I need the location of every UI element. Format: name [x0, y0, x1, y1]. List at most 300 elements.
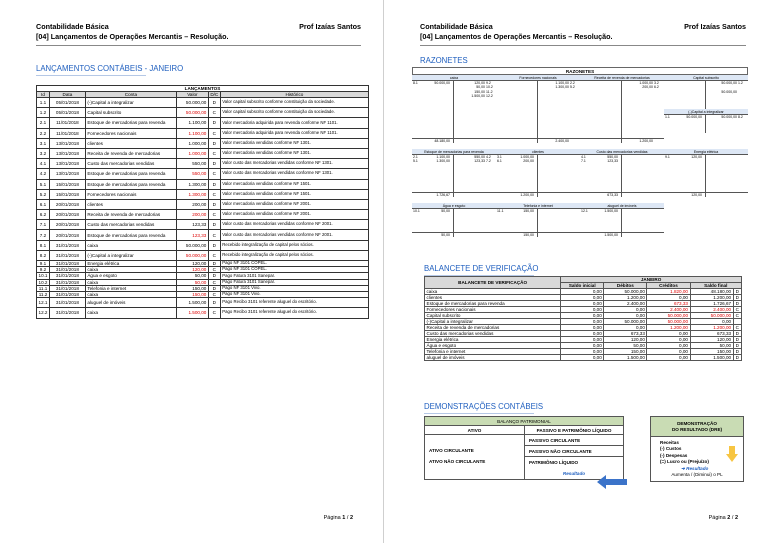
cell-id: 10.1: [37, 273, 50, 279]
credit-value: 1.300,00: [555, 85, 569, 90]
table-row: [37, 250, 369, 260]
cell-value: 120,00: [176, 267, 208, 273]
cell-debit: 0,00: [604, 325, 647, 331]
cell-date: 31/01/2018: [49, 240, 85, 250]
credit-ref: 9.2: [486, 81, 491, 85]
ativo-header: ATIVO: [425, 426, 524, 435]
balanco-patrimonial: [424, 416, 624, 480]
credit-ref: 1.2: [738, 81, 743, 85]
cell-history: Valor custo das mercadorias vendidas conforme NF 2001.: [220, 220, 368, 230]
t-body: [580, 209, 664, 237]
cell-account: (-)Capital a integralizar: [85, 98, 176, 108]
cell-id: 9.2: [37, 267, 50, 273]
cell-value: 1.300,00: [176, 179, 208, 189]
balancete-caption: BALANCETE DE VERIFICAÇÃO: [425, 277, 561, 289]
cell-initial: 0,00: [561, 325, 604, 331]
debit-value: 50.000,00: [686, 115, 702, 119]
cell-account: (-)Capital a integralizar: [85, 250, 176, 260]
cell-initial: 0,00: [561, 331, 604, 337]
cell-value: 50,00: [176, 279, 208, 285]
cell-dc: D: [208, 138, 220, 148]
credit-value: 150,00: [474, 89, 485, 94]
t-body: [412, 209, 496, 237]
cell-dc: C: [208, 308, 220, 318]
cell-history: Valor capital subscrito conforme constituição da sociedade.: [220, 108, 368, 118]
cell-credit: 50.000,00: [647, 319, 690, 325]
cell-debit: 0,00: [604, 307, 647, 313]
cell-id: 10.2: [37, 279, 50, 285]
page-footer: Página 1 / 2: [323, 515, 353, 521]
cell-dc: C: [208, 128, 220, 138]
table-row: [37, 148, 369, 158]
dre-receitas: Receitas: [660, 440, 679, 445]
t-row: [580, 159, 664, 163]
credit-ref: [737, 155, 745, 159]
t-account-name: Capital subscrito: [664, 75, 748, 81]
cell-account: Fornecedores nacionais: [85, 128, 176, 138]
spacer: [485, 193, 493, 197]
spacer: [653, 233, 661, 237]
cell-value: 1.000,00: [176, 148, 208, 158]
ativo-circulante: ATIVO CIRCULANTE: [429, 448, 474, 453]
t-row: [496, 159, 580, 163]
t-body: [496, 81, 580, 143]
cell-value: 50.000,00: [176, 250, 208, 260]
table-row: [37, 118, 369, 128]
arrow-left-icon: [597, 475, 627, 489]
cell-final: 0,00: [690, 319, 733, 325]
t-row: [664, 115, 748, 119]
credit-ref: 11.2: [486, 89, 493, 94]
cell-history: Pago NF 3101 Vivo.: [220, 285, 368, 291]
cell-value: 550,00: [176, 159, 208, 169]
cell-credit: 0,00: [647, 331, 690, 337]
t-account: [664, 75, 748, 143]
cell-id: 2.2: [37, 128, 50, 138]
ativo-nao-circulante: ATIVO NÃO CIRCULANTE: [429, 459, 486, 464]
column-header: Créditos: [647, 283, 690, 289]
credit-ref: [653, 159, 661, 163]
t-account-name: caixa: [412, 75, 496, 81]
arrow-down-icon: [726, 446, 738, 462]
page-footer: Página 2 / 2: [708, 515, 738, 521]
table-row: [37, 128, 369, 138]
debit-ref: [580, 85, 588, 89]
cell-value: 150,00: [176, 291, 208, 297]
cell-account: caixa: [425, 289, 561, 295]
credit-value: 50.000,00: [721, 115, 737, 119]
cell-final: 673,33: [690, 331, 733, 337]
cell-credit: 0,00: [647, 343, 690, 349]
t-account-name: (-)Capital a integralizar: [664, 109, 748, 115]
cell-account: Fornecedores nacionais: [425, 307, 561, 313]
debit-value: 1.300,00: [436, 159, 450, 164]
credit-value: 1.000,00: [639, 81, 653, 85]
cell-final: 1.200,00: [690, 295, 733, 301]
cell-account: Estoque de mercadorias para revenda: [425, 301, 561, 307]
t-total: [580, 192, 664, 197]
cell-id: 11.2: [37, 291, 50, 297]
cell-date: 13/01/2018: [49, 169, 85, 179]
cell-account: aluguel de imóveis: [85, 298, 176, 308]
total-credit: [537, 193, 569, 197]
cell-date: 31/01/2018: [49, 273, 85, 279]
cell-account: Custo das mercadorias vendidas: [425, 331, 561, 337]
cell-value: 50,00: [176, 273, 208, 279]
cell-value: 120,00: [176, 261, 208, 267]
credit-value: 1.100,00: [555, 81, 569, 85]
cell-final: 1.500,00: [690, 355, 733, 361]
spacer: [580, 233, 588, 237]
cell-dc: D: [208, 199, 220, 209]
column-header: Conta: [85, 92, 176, 98]
cell-initial: 0,00: [561, 289, 604, 295]
credit-value: [537, 209, 569, 213]
cell-date: 31/01/2018: [49, 250, 85, 260]
cell-history: Pago NF 3101 COPEL.: [220, 267, 368, 273]
cell-history: Valor mercadoria vendidas conforme NF 2001.: [220, 210, 368, 220]
cell-id: 8.2: [37, 250, 50, 260]
dre-title: DEMONSTRAÇÃO DO RESULTADO (DRE): [651, 417, 743, 437]
t-body: [664, 81, 748, 109]
cell-id: 8.1: [37, 240, 50, 250]
table-row: [37, 159, 369, 169]
credit-ref: 4.2: [486, 155, 491, 159]
cell-dc: D: [733, 331, 741, 337]
credit-value: [621, 209, 653, 213]
cell-account: Receita de revenda de mercadorias: [85, 148, 176, 158]
cell-account: Água e esgoto: [425, 343, 561, 349]
cell-final: 150,00: [690, 349, 733, 355]
t-account: [496, 75, 580, 143]
cell-account: clientes: [85, 199, 176, 209]
cell-debit: 50.000,00: [604, 319, 647, 325]
cell-date: 05/01/2018: [49, 108, 85, 118]
cell-history: Recebido integralização de capital pelos sócios.: [220, 250, 368, 260]
t-row: [580, 209, 664, 213]
spacer: [412, 139, 420, 143]
cell-account: caixa: [85, 291, 176, 297]
cell-account: Água e esgoto: [85, 273, 176, 279]
credit-ref: [569, 209, 577, 213]
cell-id: 7.2: [37, 230, 50, 240]
credit-ref: 8.2: [738, 115, 743, 119]
cell-final: 50.000,00: [690, 313, 733, 319]
total-debit: 1.726,67: [436, 193, 450, 197]
cell-history: Pago Recibo 3101 referente aluguel do escritório.: [220, 308, 368, 318]
cell-dc: D: [208, 285, 220, 291]
cell-date: 15/01/2018: [49, 179, 85, 189]
cell-dc: D: [208, 261, 220, 267]
cell-dc: D: [733, 301, 741, 307]
cell-account: caixa: [85, 240, 176, 250]
cell-dc: C: [208, 169, 220, 179]
cell-date: 31/01/2018: [49, 267, 85, 273]
cell-dc: C: [208, 189, 220, 199]
cell-value: 50.000,00: [176, 108, 208, 118]
t-account: [580, 75, 664, 143]
cell-dc: D: [733, 289, 741, 295]
cell-initial: 0,00: [561, 313, 604, 319]
cell-credit: 1.200,00: [647, 325, 690, 331]
cell-account: Estoque de mercadorias para revenda: [85, 169, 176, 179]
debit-value: 550,00: [607, 155, 618, 159]
cell-history: Valor mercadoria vendidas conforme NF 1501.: [220, 179, 368, 189]
cell-initial: 0,00: [561, 355, 604, 361]
credit-ref: [569, 159, 577, 163]
cell-value: 1.500,00: [176, 308, 208, 318]
credit-ref: 2.2: [570, 81, 575, 85]
spacer: [569, 233, 577, 237]
cell-id: 11.1: [37, 285, 50, 291]
cell-dc: D: [208, 118, 220, 128]
t-body: [664, 115, 748, 133]
cell-dc: D: [733, 343, 741, 349]
cell-debit: 150,00: [604, 349, 647, 355]
cell-account: Estoque de mercadorias para revenda: [85, 179, 176, 189]
cell-id: 5.2: [37, 189, 50, 199]
author: Prof Izaías Santos: [299, 22, 361, 31]
debit-ref: [412, 94, 420, 98]
total-debit: 673,33: [607, 193, 618, 197]
table-row: [37, 98, 369, 108]
cell-dc: D: [208, 98, 220, 108]
cell-date: 20/01/2018: [49, 220, 85, 230]
debit-value: 50,00: [441, 209, 450, 213]
spacer: [580, 193, 588, 197]
credit-value: [453, 209, 485, 213]
debit-ref: 4.1: [581, 155, 586, 159]
cell-account: caixa: [85, 279, 176, 285]
cell-account: Telefonia e internet: [425, 349, 561, 355]
cell-dc: C: [733, 307, 741, 313]
cell-history: Valor mercadoria adquirida para revenda conforme NF 1101.: [220, 128, 368, 138]
cell-dc: D: [208, 159, 220, 169]
t-row: [412, 159, 496, 163]
column-header: Valor: [176, 92, 208, 98]
t-body: [412, 81, 496, 143]
table-row: [37, 179, 369, 189]
t-row: [412, 94, 496, 98]
debit-value: [672, 90, 702, 94]
cell-credit: 0,00: [647, 355, 690, 361]
passivo-circulante: PASSIVO CIRCULANTE: [525, 435, 623, 446]
total-credit: [453, 233, 485, 237]
cell-id: 3.2: [37, 148, 50, 158]
cell-value: 550,00: [176, 169, 208, 179]
cell-account: (-)Capital a integralizar: [425, 319, 561, 325]
cell-dc: C: [733, 313, 741, 319]
cell-account: Fornecedores nacionais: [85, 189, 176, 199]
dre-despesas: (-) Despesas: [660, 452, 688, 458]
cell-history: Recebido integralização de capital pelos sócios.: [220, 240, 368, 250]
t-body: [580, 81, 664, 143]
debit-value: [504, 85, 534, 89]
table-row: [37, 230, 369, 240]
cell-date: 05/01/2018: [49, 98, 85, 108]
page-header: [36, 22, 361, 46]
credit-value: 550,00: [474, 155, 485, 159]
total-debit: 120,00: [691, 193, 702, 197]
spacer: [412, 193, 420, 197]
column-header: Débitos: [604, 283, 647, 289]
total-debit: 1.200,00: [520, 193, 534, 197]
razonetes-caption: RAZONETES: [412, 67, 748, 75]
spacer: [496, 233, 504, 237]
cell-id: 4.1: [37, 159, 50, 169]
credit-ref: 6.2: [654, 85, 659, 90]
cell-credit: 673,33: [647, 301, 690, 307]
credit-value: [621, 159, 653, 163]
razonetes: [412, 67, 748, 243]
debit-ref: 7.1: [581, 159, 586, 164]
table-row: [37, 298, 369, 308]
cell-date: 15/01/2018: [49, 189, 85, 199]
spacer: [485, 233, 493, 237]
cell-dc: C: [208, 108, 220, 118]
doc-subtitle: [04] Lançamentos de Operações Mercantis – Resolução.: [420, 32, 613, 41]
cell-credit: 1.820,00: [647, 289, 690, 295]
t-account-name: aluguel de imóveis: [580, 203, 664, 209]
cell-initial: 0,00: [561, 307, 604, 313]
cell-credit: 0,00: [647, 295, 690, 301]
column-header: Saldo inicial: [561, 283, 604, 289]
t-total: [412, 232, 496, 237]
cell-account: Receita de revenda de mercadorias: [425, 325, 561, 331]
cell-account: caixa: [85, 308, 176, 318]
bp-resultado: Resultado: [562, 471, 586, 476]
total-debit: 48.180,00: [434, 139, 450, 143]
debit-value: [420, 94, 450, 98]
cell-account: Estoque de mercadorias para revenda: [85, 230, 176, 240]
cell-final: 120,00: [690, 337, 733, 343]
t-account: [496, 203, 580, 237]
course-title: Contabilidade Básica: [420, 22, 493, 31]
debit-ref: 11.1: [497, 209, 504, 213]
t-body: [664, 155, 748, 197]
t-row: [664, 90, 748, 94]
cell-history: Valor mercadoria vendidas conforme NF 1301.: [220, 148, 368, 158]
debit-value: [588, 85, 618, 89]
t-body: [412, 155, 496, 197]
cell-history: Valor custo das mercadorias vendidas conforme NF 1301.: [220, 159, 368, 169]
total-debit: 50,00: [441, 233, 450, 237]
t-account-name: Água e esgoto: [412, 203, 496, 209]
cell-date: 31/01/2018: [49, 261, 85, 267]
credit-value: [705, 155, 737, 159]
cell-date: 13/01/2018: [49, 148, 85, 158]
cell-value: 1.100,00: [176, 128, 208, 138]
cell-value: 50.000,00: [176, 98, 208, 108]
doc-subtitle: [04] Lançamentos de Operações Mercantis – Resolução.: [36, 32, 229, 41]
total-debit: [588, 139, 618, 143]
cell-account: Energia elétrica: [425, 337, 561, 343]
cell-date: 31/01/2018: [49, 279, 85, 285]
cell-dc: D: [733, 337, 741, 343]
cell-dc: D: [208, 273, 220, 279]
credit-value: 120,00: [474, 81, 485, 85]
cell-dc: C: [208, 230, 220, 240]
total-credit: [705, 193, 737, 197]
t-account: [412, 75, 496, 143]
debit-ref: 8.1: [413, 81, 418, 85]
table-row: [37, 308, 369, 318]
cell-value: 1.300,00: [176, 189, 208, 199]
cell-value: 200,00: [176, 210, 208, 220]
total-credit: [453, 139, 485, 143]
debit-ref: [496, 85, 504, 89]
table-row: [37, 169, 369, 179]
cell-id: 2.1: [37, 118, 50, 128]
passivo-nao-circulante: PASSIVO NÃO CIRCULANTE: [525, 446, 623, 457]
cell-history: Valor mercadoria vendidas conforme NF 1501.: [220, 189, 368, 199]
cell-debit: 0,00: [604, 313, 647, 319]
cell-history: Valor custo das mercadorias vendidas conforme NF 2001.: [220, 230, 368, 240]
t-row: [496, 85, 580, 89]
spacer: [485, 139, 493, 143]
cell-id: 12.2: [37, 308, 50, 318]
debit-ref: 2.1: [413, 155, 418, 159]
credit-value: 50,00: [476, 85, 485, 90]
credit-ref: 5.2: [570, 85, 575, 90]
cell-dc: D: [208, 298, 220, 308]
table-row: [37, 199, 369, 209]
debit-ref: 9.1: [665, 155, 670, 159]
spacer: [569, 193, 577, 197]
t-row: [496, 209, 580, 213]
cell-id: 9.1: [37, 261, 50, 267]
t-account-name: Estoque de mercadorias para revenda: [412, 149, 496, 155]
cell-debit: 50,00: [604, 343, 647, 349]
cell-final: 50,00: [690, 343, 733, 349]
cell-account: Custo das mercadorias vendidas: [85, 220, 176, 230]
total-debit: 150,00: [523, 233, 534, 237]
debit-value: 123,33: [607, 159, 618, 164]
cell-date: 20/01/2018: [49, 230, 85, 240]
cell-dc: D: [208, 220, 220, 230]
cell-account: Energia elétrica: [85, 261, 176, 267]
table-row: [37, 108, 369, 118]
credit-value: 123,33: [474, 159, 485, 164]
t-body: [580, 155, 664, 197]
cell-account: clientes: [425, 295, 561, 301]
t-body: [496, 209, 580, 237]
cell-history: Pago Fatura 3101 Sanepar.: [220, 273, 368, 279]
passivo-header: PASSIVO E PATRIMÔNIO LÍQUIDO: [525, 426, 623, 435]
page-header: [420, 22, 746, 46]
cell-id: 6.2: [37, 210, 50, 220]
arrow-right-icon: ➜: [681, 465, 685, 471]
cell-final: 48.180,00: [690, 289, 733, 295]
credit-ref: [653, 209, 661, 213]
table-row: [425, 355, 742, 361]
spacer: [412, 233, 420, 237]
patrimonio-liquido: PATRIMÔNIO LÍQUIDO: [529, 460, 579, 465]
t-account-name: Fornecedores nacionais: [496, 75, 580, 81]
cell-initial: 0,00: [561, 295, 604, 301]
table-caption: LANÇAMENTOS: [37, 86, 369, 92]
debit-ref: 6.1: [497, 159, 502, 164]
dre-resultado: ➜ Resultado: [681, 465, 709, 471]
total-credit: [537, 233, 569, 237]
balancete-table: [424, 276, 742, 361]
dre-subtitle: Aumenta / (Diminui) o PL: [671, 472, 723, 478]
t-account-name: Telefonia e internet: [496, 203, 580, 209]
cell-final: 1.200,00: [690, 325, 733, 331]
cell-dc: C: [208, 279, 220, 285]
credit-ref: 7.2: [486, 159, 491, 164]
cell-value: 123,33: [176, 220, 208, 230]
